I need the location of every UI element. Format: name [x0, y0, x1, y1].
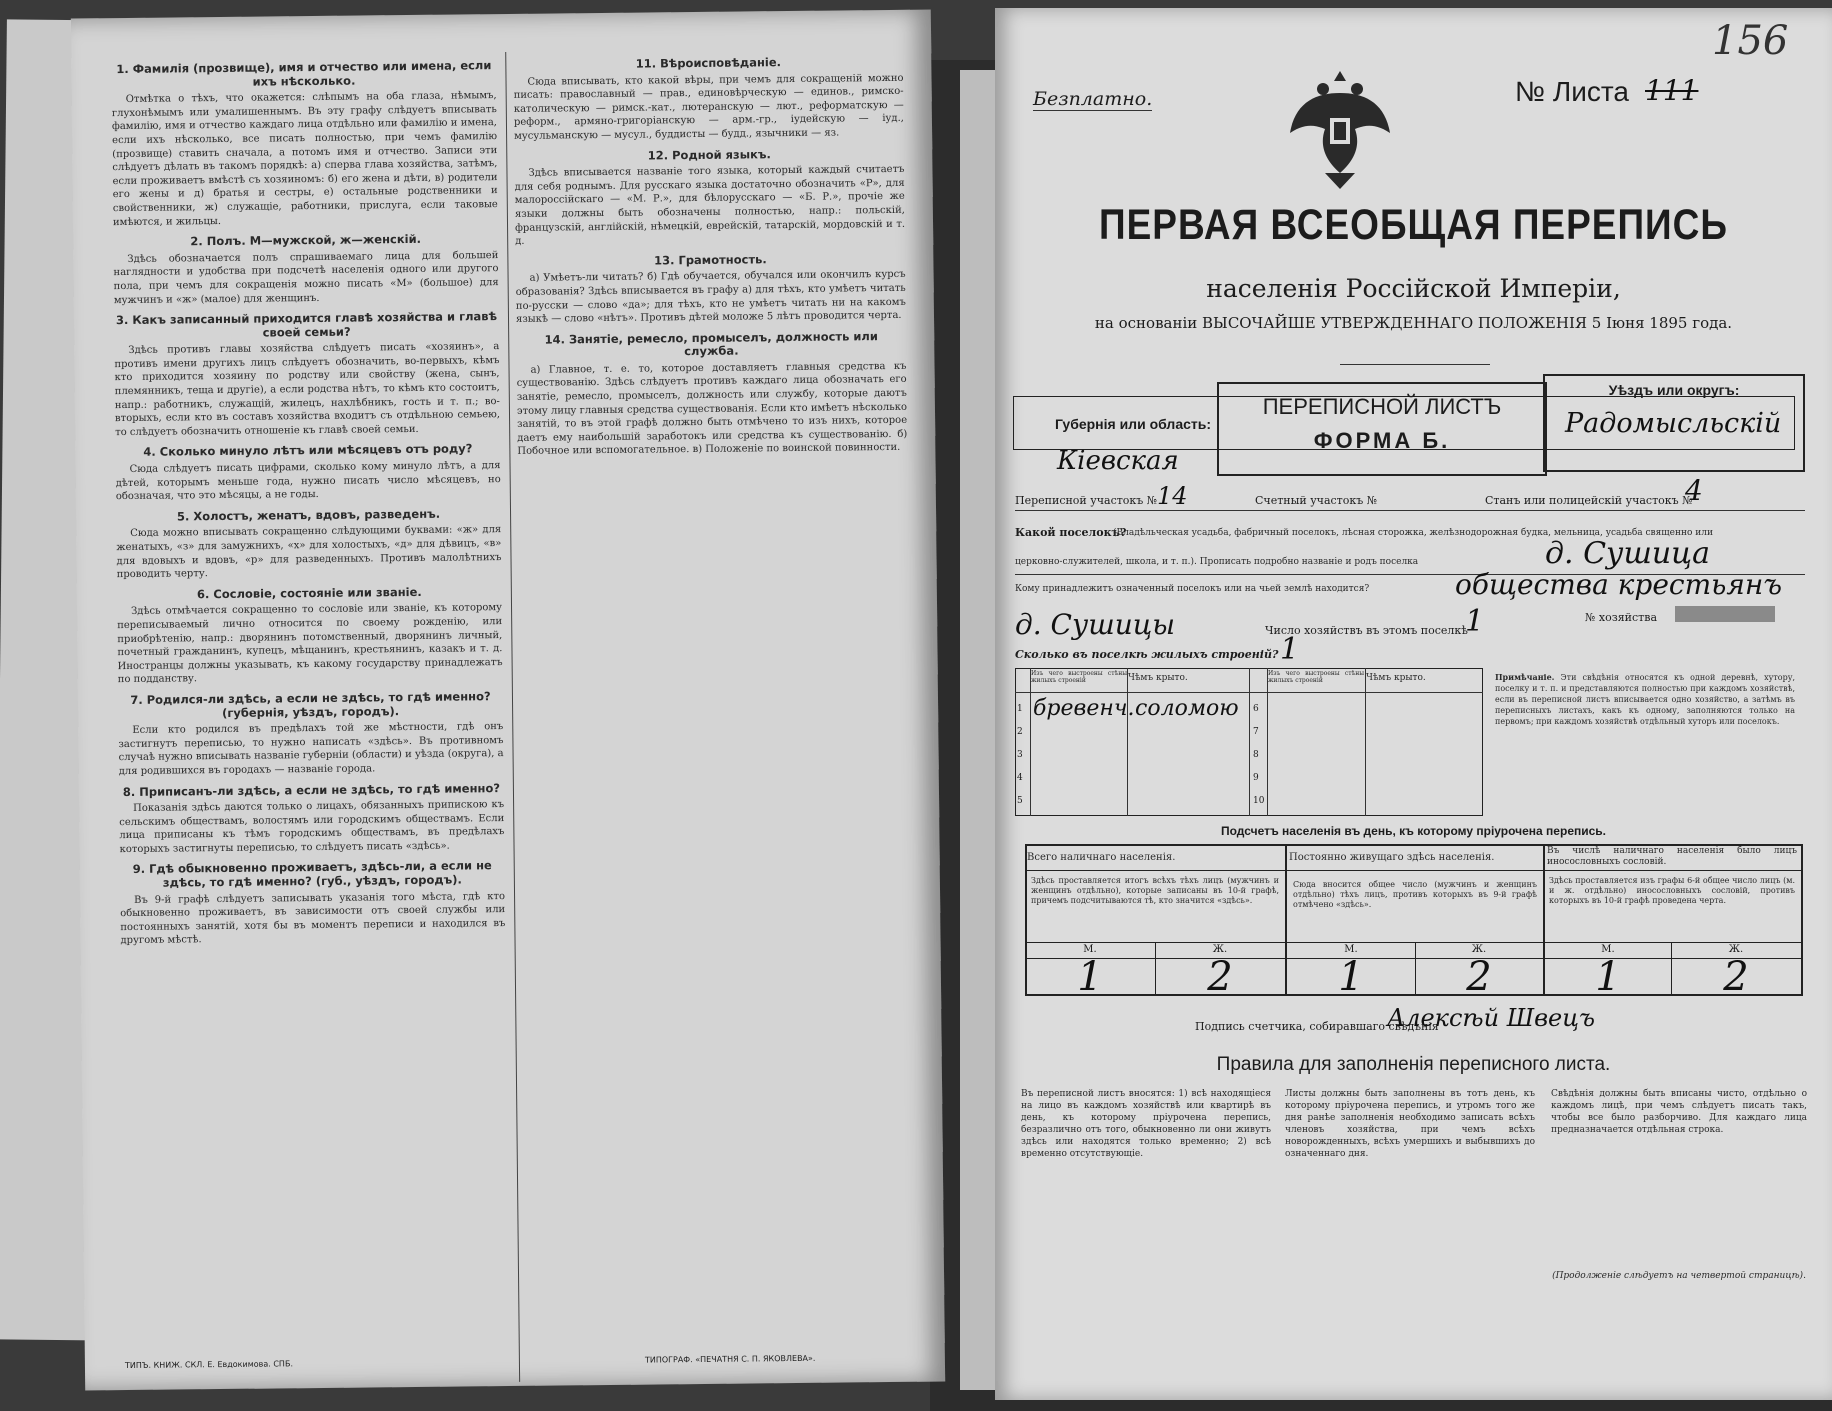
other-m-value: 1	[1595, 954, 1621, 1000]
stan-label: Станъ или полицейскій участокъ №	[1485, 494, 1693, 507]
signature-label: Подпись счетчика, собиравшаго свѣдѣнія	[1195, 1020, 1439, 1033]
household-number-label: № хозяйства	[1585, 611, 1657, 624]
buildings-col-walls-2: Изъ чего выстроены стѣны жилыхъ строеній	[1268, 670, 1364, 684]
population-desc-other: Здѣсь проставляется изъ графы 6-й общее число лицъ (м. и ж. отдѣльно) иносословныхъ сословій, противъ которыхъ въ 10-й графѣ проведена черта.	[1549, 876, 1795, 905]
building-1-walls: бревенч.	[1033, 696, 1135, 721]
rule-heading: 5. Холостъ, женатъ, вдовъ, разведенъ.	[176, 506, 441, 524]
settlement-label: Какой поселокъ?	[1015, 526, 1127, 539]
rule-heading: 3. Какъ записанный приходится главѣ хозяйства и главѣ своей семьи?	[115, 309, 498, 340]
households-label: Число хозяйствъ въ этомъ поселкѣ	[1265, 624, 1468, 637]
building-row-number: 4	[1017, 773, 1023, 783]
printer-footer-right: ТИПОГРАФ. «ПЕЧАТНЯ С. П. ЯКОВЛЕВА».	[644, 1353, 816, 1365]
rule-text: Показанія здѣсь даются только о лицахъ, обязанныхъ припискою къ сельскимъ обществамъ, волостямъ или городскимъ обществамъ. Если лица приписаны къ тѣмъ городскимъ обществамъ, въ предѣлахъ которыхъ застигнуты переписью, то слѣдуетъ писать «здѣсь».	[119, 799, 505, 855]
rules-column-left	[111, 52, 505, 952]
sheet-number-label: № Листа	[1515, 76, 1629, 107]
rule	[1127, 668, 1128, 816]
rule-heading: 14. Занятіе, ремесло, промыселъ, должность или служба.	[544, 328, 878, 359]
rules-title: Правила для заполненія переписного листа.	[1216, 1054, 1611, 1075]
population-desc-resident: Сюда вносится общее число (мужчинъ и женщинъ отдѣльно) тѣхъ лицъ, противъ которыхъ въ 9-й графѣ отмѣчено «здѣсь».	[1293, 880, 1537, 909]
buildings-note	[1495, 672, 1795, 727]
rules-continued: (Продолженіе слѣдуетъ на четвертой страницѣ).	[1552, 1271, 1806, 1281]
buildings-col-roof: Чѣмъ крыто.	[1128, 673, 1188, 683]
form-title: ФОРМА Б.	[1313, 428, 1451, 453]
rule-heading: 9. Гдѣ обыкновенно проживаетъ, здѣсь-ли, а если не здѣсь, то гдѣ именно? (губ., уѣздъ, городъ).	[132, 858, 492, 890]
rule	[1015, 510, 1805, 511]
sheet-title: ПЕРЕПИСНОЙ ЛИСТЪ	[1262, 394, 1502, 419]
rule-heading: 11. Вѣроисповѣданіе.	[635, 55, 782, 71]
resident-f-value: 2	[1466, 954, 1492, 1000]
total-f-value: 2	[1207, 954, 1233, 1000]
rule-heading: 1. Фамилія (прозвище), имя и отчество или имена, если ихъ нѣсколько.	[116, 58, 492, 89]
population-desc-total: Здѣсь проставляется итогъ всѣхъ тѣхъ лицъ (мужчинъ и женщинъ отдѣльно), которые записаны въ 10-й графѣ, причемъ подсчитываются тѣ, кто значится «здѣсь».	[1031, 876, 1279, 905]
buildings-value: 1	[1280, 632, 1300, 667]
rules-column-3: Свѣдѣнія должны быть вписаны чисто, отдѣльно о каждомъ лицѣ, при чемъ слѣдуетъ писать такъ, чтобы все было разборчиво. Для каждаго лица предназначается отдѣльная строка.	[1551, 1089, 1807, 1135]
building-row-numbers-left	[1017, 698, 1023, 813]
rule-text: Сюда можно вписывать сокращенно слѣдующими буквами: «ж» для женатыхъ, «з» для замужнихъ, «х» для холостыхъ, «д» для дѣвицъ, «в» для вдовыхъ и вдовъ, «р» для разведенныхъ. Противъ малолѣтнихъ проводить черту.	[116, 524, 502, 581]
other-f-label: Ж.	[1728, 944, 1744, 955]
rule	[1025, 870, 1801, 871]
settlement-value: д. Сушица	[1545, 536, 1710, 571]
rule-text: Отмѣтка о тѣхъ, что окажется: слѣпымъ на оба глаза, нѣмымъ, глухонѣмымъ или умалишеннымъ. Въ эту графу слѣдуетъ вписывать фамилію, имя и отчество каждаго лица отдѣльно или фамилію и имена, если ихъ нѣсколько, все писать полностью, при чемъ фамилію (прозвище) ставить сначала, а потомъ имя и отчество. Записи эти слѣдуетъ дѣлать въ такомъ порядкѣ: а) сперва глава хозяйства, затѣмъ, если проживаетъ вмѣстѣ съ хозяиномъ: б) его жена и дѣти, в) родители его жены и д) братья и сестры, е) остальные родственники и свойственники, ж) служащіе, работники, прислуга, если таковые имѣются, и жильцы.	[111, 90, 498, 228]
resident-m-value: 1	[1338, 954, 1364, 1000]
rule-heading: 7. Родился-ли здѣсь, а если не здѣсь, то гдѣ именно? (губернія, уѣздъ, городъ).	[130, 689, 491, 720]
district-label: Переписной участокъ №	[1015, 494, 1158, 507]
stan-value: 4	[1685, 474, 1703, 507]
households-value: 1	[1465, 604, 1485, 639]
signature-value: Алексѣй Швецъ	[1387, 1004, 1595, 1032]
rule-text: Сюда вписывать, кто какой вѣры, при чемъ для сокращеній можно писать: православный — прав., единовѣрческую — единов., римско-католическую — римск.-кат., лютеранскую — лют., реформатскую — реформ., армяно-григоріанскую — арм.-гр., іудейскую — іуд., мусульманскую — мусул., буддисты — будд., язычники — яз.	[513, 72, 904, 142]
other-m-label: М.	[1601, 944, 1615, 955]
total-m-label: М.	[1083, 944, 1097, 955]
settlement-hint: (Владѣльческая усадьба, фабричный поселокъ, лѣсная сторожка, желѣзнодорожная будка, мельница, усадьба священно или	[1113, 528, 1713, 538]
free-label: Безплатно.	[1033, 88, 1153, 110]
building-row-numbers-right	[1253, 698, 1264, 813]
printer-footer-left: ТИПЪ. КНИЖ. СКЛ. Е. Евдокимова. СПБ.	[124, 1359, 294, 1371]
buildings-note-title: Примѣчаніе.	[1495, 672, 1555, 682]
rules-column-1: Въ переписной листъ вносятся: 1) всѣ находящіеся на лицо въ каждомъ хозяйствѣ или квартирѣ въ день, къ которому пріурочена перепись, безразлично отъ того, обыкновенно ли они живутъ здѣсь или находятся только временно; 2) всѣ временно отсутствующіе.	[1021, 1089, 1271, 1159]
population-col-resident: Постоянно живущаго здѣсь населенія.	[1289, 852, 1495, 863]
rule	[1015, 692, 1483, 693]
buildings-col-walls: Изъ чего выстроены стѣны жилыхъ строеній	[1031, 670, 1127, 684]
rule-heading: 12. Родной языкъ.	[647, 146, 771, 163]
gubernia-value: Кіевская	[1057, 446, 1179, 476]
buildings-col-roof-2: Чѣмъ крыто.	[1366, 673, 1426, 683]
rule-text: а) Главное, т. е. то, которое доставляетъ главныя средства къ существованію. Здѣсь слѣдуетъ противъ каждаго лица обозначать его занятіе, ремесло, промыселъ, должность или службу, которые даютъ этому лицу главныя средства существованія. Если кто имѣетъ нѣсколько занятій, то въ этой графѣ должно быть отмѣчено то изъ нихъ, которое даетъ ему наибольшій заработокъ или средства къ существованію. б) Побочное или вспомогательное. в) Положеніе по воинской повинности.	[516, 360, 908, 458]
rule-heading: 13. Грамотность.	[654, 251, 767, 268]
census-subtitle: населенія Россійской Имперіи,	[1206, 274, 1621, 303]
household-number-redacted	[1675, 606, 1775, 622]
building-row-number: 2	[1017, 727, 1023, 737]
population-title: Подсчетъ населенія въ день, къ которому пріурочена перепись.	[1221, 824, 1606, 838]
building-row-number: 6	[1253, 704, 1259, 714]
counting-label: Счетный участокъ №	[1255, 494, 1378, 507]
resident-f-label: Ж.	[1471, 944, 1487, 955]
rule-heading: 2. Полъ. М—мужской, ж—женскій.	[190, 232, 422, 249]
rules-column-right	[513, 48, 907, 463]
total-m-value: 1	[1077, 954, 1103, 1000]
rule-text: Здѣсь противъ главы хозяйства слѣдуетъ писать «хозяинъ», а противъ имени другихъ лицъ слѣдуетъ обозначить, во-первыхъ, кѣмъ кто приходится хозяину по родству или свойству (жена, сынъ, племянникъ, теща и другіе), а если родства нѣтъ, то кѣмъ кто состоитъ, напр.: работникъ, служащій, жилецъ, нахлѣбникъ, гость и т. п.; во-вторыхъ, если кто въ составъ хозяйства входитъ съ отдѣльною семьею, то слѣдуетъ обозначить отношеніе къ главѣ своей семьи.	[114, 341, 501, 438]
archive-folio-number: 156	[1712, 18, 1789, 64]
building-row-number: 1	[1017, 704, 1023, 714]
rule	[1030, 668, 1031, 816]
resident-m-label: М.	[1344, 944, 1358, 955]
title-rule	[1340, 364, 1490, 365]
building-row-number: 8	[1253, 750, 1259, 760]
imperial-eagle-emblem	[1285, 63, 1395, 191]
buildings-note-text: Эти свѣдѣнія относятся къ одной деревнѣ, хутору, поселку и т. п. и представляются полностью при каждомъ хозяйствѣ, если въ переписной листъ вписывается одно хозяйство, а затѣмъ въ переписныхъ листахъ, какъ къ одному, заполняются только на первомъ; при каждомъ хозяйствѣ отдѣльный хуторъ или поселокъ.	[1495, 673, 1795, 726]
rule-text: Здѣсь обозначается полъ спрашиваемаго лица для большей наглядности и удобства при подсчетѣ населенія одного или другого пола, при чемъ для сокращенія можно писать «М» (большое) для мужчинъ и «ж» (малое) для женщинъ.	[113, 249, 499, 306]
buildings-label: Сколько въ поселкѣ жилыхъ строеній?	[1015, 648, 1279, 661]
rule-text: Здѣсь отмѣчается сокращенно то сословіе или званіе, къ которому переписываемый лично относится по своему рожденію, или приобрѣтенію, напр.: дворянинъ потомственный, дворянинъ личный, почетный гражданинъ, купецъ, мѣщанинъ, крестьянинъ, казакъ и т. д. Иностранцы должны указывать, къ какому государству принадлежатъ по подданству.	[117, 602, 503, 686]
building-row-number: 10	[1253, 796, 1265, 806]
population-col-total: Всего наличнаго населенія.	[1027, 852, 1176, 863]
gubernia-label: Губернія или область:	[1055, 416, 1212, 432]
rules-page	[71, 10, 945, 1391]
building-row-number: 3	[1017, 750, 1023, 760]
settlement-hint-2: церковно-служителей, школа, и т. п.). Прописать подробно названіе и родъ поселка	[1015, 557, 1419, 567]
rule-heading: 6. Сословіе, состояніе или званіе.	[196, 584, 422, 602]
rule	[1365, 668, 1366, 816]
rule	[1025, 942, 1801, 943]
rule-text: а) Умѣетъ-ли читать? б) Гдѣ обучается, обучался или окончилъ курсъ образованія? Здѣсь вписывается въ графу а) для тѣхъ, кто умѣетъ читать по-русски — слово «да»; для тѣхъ, кто не умѣетъ читать ни на какомъ языкѣ — слово «нѣтъ». Противъ дѣтей моложе 5 лѣтъ проводится черта.	[515, 269, 906, 325]
rules-column-2: Листы должны быть заполнены въ тотъ день, къ которому пріурочена перепись, и утромъ того же дня ранѣе заполненія необходимо записать всѣхъ членовъ хозяйства, при чемъ всѣхъ новорожденныхъ, всѣхъ умершихъ и выбывшихъ до означеннаго дня.	[1285, 1089, 1535, 1159]
other-f-value: 2	[1723, 954, 1749, 1000]
rule	[1267, 668, 1268, 816]
census-title: ПЕРВАЯ ВСЕОБЩАЯ ПЕРЕПИСЬ	[1099, 200, 1728, 248]
rule-text: Сюда слѣдуетъ писать цифрами, сколько кому минуло лѣтъ, а для дѣтей, которымъ меньше года, нужно писать число мѣсяцевъ, но обозначая, что это мѣсяцы, а не годы.	[115, 460, 501, 503]
owner-value: общества крестьянъ	[1455, 568, 1783, 601]
district-value: 14	[1157, 482, 1188, 510]
rule-text: Въ 9-й графѣ слѣдуетъ записывать указанія того мѣста, гдѣ кто обыкновенно проживаетъ, въ зависимости отъ своей службы или постоянныхъ занятій, хотя бы въ моментъ переписи и находился въ другомъ мѣстѣ.	[120, 890, 506, 947]
owner-value-2: д. Сушицы	[1015, 608, 1176, 641]
sheet-number-value: 111	[1645, 74, 1699, 107]
rule-text: Если кто родился въ предѣлахъ той же мѣстности, гдѣ онъ застигнутъ переписью, то нужно написать «здѣсь». Въ противномъ случаѣ нужно вписывать названіе губерніи (области) и уѣзда (округа), а для родившихся въ городахъ — названіе города.	[118, 721, 504, 777]
census-form-page	[995, 8, 1832, 1400]
census-basis: на основаніи ВЫСОЧАЙШЕ УТВЕРЖДЕННАГО ПОЛОЖЕНІЯ 5 Іюня 1895 года.	[1094, 314, 1733, 332]
owner-label: Кому принадлежитъ означенный поселокъ или на чьей землѣ находится?	[1015, 584, 1370, 594]
rule-text: Здѣсь вписывается названіе того языка, который каждый считаетъ для себя роднымъ. Для русскаго языка достаточно обозначить «Р», для малороссійскаго — «М. Р.», для бѣлорусскаго — «Б. Р.», прочіе же языки должны быть обозначены полностью, напр.: польскій, французскій, англійскій, нѣмецкій, еврейскій, татарскій, мордовскій и т. д.	[514, 163, 906, 248]
uezd-value: Радомысльскій	[1565, 408, 1782, 439]
rule-heading: 8. Приписанъ-ли здѣсь, а если не здѣсь, то гдѣ именно?	[122, 780, 501, 799]
rule	[1249, 668, 1250, 816]
building-row-number: 9	[1253, 773, 1259, 783]
building-row-number: 5	[1017, 796, 1023, 806]
rule-heading: 4. Сколько минуло лѣтъ или мѣсяцевъ отъ роду?	[143, 441, 473, 460]
total-f-label: Ж.	[1212, 944, 1228, 955]
building-1-roof: соломою	[1135, 696, 1239, 721]
uezd-label: Уѣздъ или округъ:	[1608, 382, 1740, 398]
building-row-number: 7	[1253, 727, 1259, 737]
population-col-other: Въ числѣ наличнаго населенія было лицъ иносословныхъ сословій.	[1547, 846, 1797, 867]
